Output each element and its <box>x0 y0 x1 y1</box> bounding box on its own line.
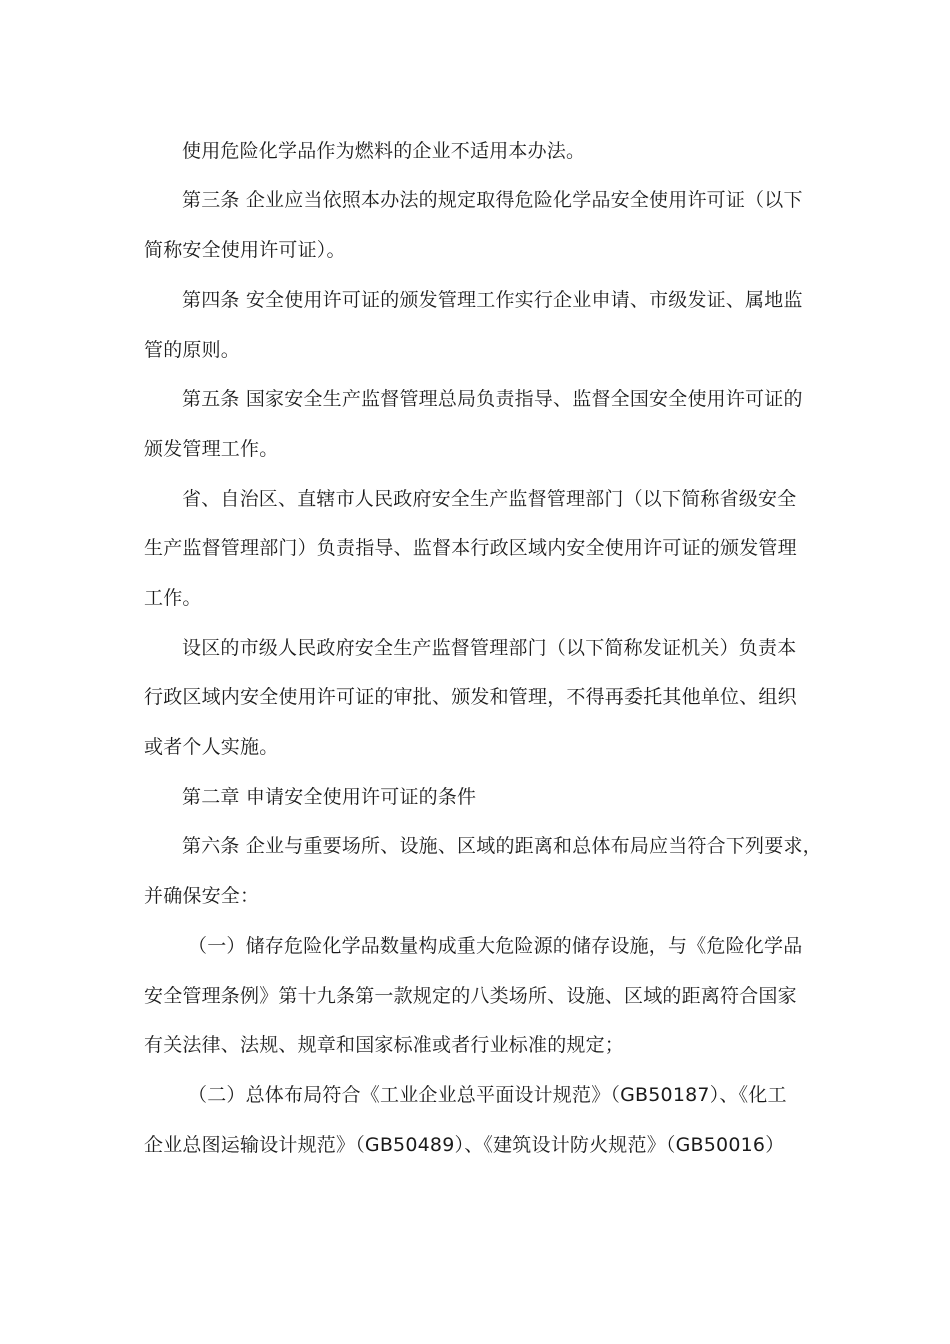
paragraph-line: 简称安全使用许可证）。 <box>144 239 346 261</box>
paragraph-line: 有关法律、法规、规章和国家标准或者行业标准的规定； <box>144 1034 625 1056</box>
article-4-line: 第四条 安全使用许可证的颁发管理工作实行企业申请、市级发证、属地监 <box>182 289 803 311</box>
paragraph-line: 颁发管理工作。 <box>144 438 279 460</box>
paragraph-line: 省、自治区、直辖市人民政府安全生产监督管理部门（以下简称省级安全 <box>182 488 797 510</box>
paragraph-line: 企业总图运输设计规范》（GB50489）、《建筑设计防火规范》（GB50016） <box>144 1134 785 1156</box>
list-item-1-line: （一）储存危险化学品数量构成重大危险源的储存设施，与《危险化学品 <box>188 935 803 957</box>
paragraph-line: 行政区域内安全使用许可证的审批、颁发和管理，不得再委托其他单位、组织 <box>144 686 797 708</box>
paragraph-line: 生产监督管理部门）负责指导、监督本行政区域内安全使用许可证的颁发管理 <box>144 537 797 559</box>
article-6-line: 第六条 企业与重要场所、设施、区域的距离和总体布局应当符合下列要求， <box>182 835 822 857</box>
paragraph-line: 并确保安全： <box>144 885 260 907</box>
list-item-2-line: （二）总体布局符合《工业企业总平面设计规范》（GB50187）、《化工 <box>188 1084 787 1106</box>
paragraph-line: 或者个人实施。 <box>144 736 279 758</box>
chapter-heading: 第二章 申请安全使用许可证的条件 <box>182 786 477 808</box>
article-5-line: 第五条 国家安全生产监督管理总局负责指导、监督全国安全使用许可证的 <box>182 388 803 410</box>
paragraph-line: 管的原则。 <box>144 339 241 361</box>
paragraph-line: 设区的市级人民政府安全生产监督管理部门（以下简称发证机关）负责本 <box>182 637 797 659</box>
paragraph-line: 工作。 <box>144 587 202 609</box>
article-3-line: 第三条 企业应当依照本办法的规定取得危险化学品安全使用许可证（以下 <box>182 189 803 211</box>
paragraph-line: 使用危险化学品作为燃料的企业不适用本办法。 <box>182 140 586 162</box>
paragraph-line: 安全管理条例》第十九条第一款规定的八类场所、设施、区域的距离符合国家 <box>144 985 797 1007</box>
